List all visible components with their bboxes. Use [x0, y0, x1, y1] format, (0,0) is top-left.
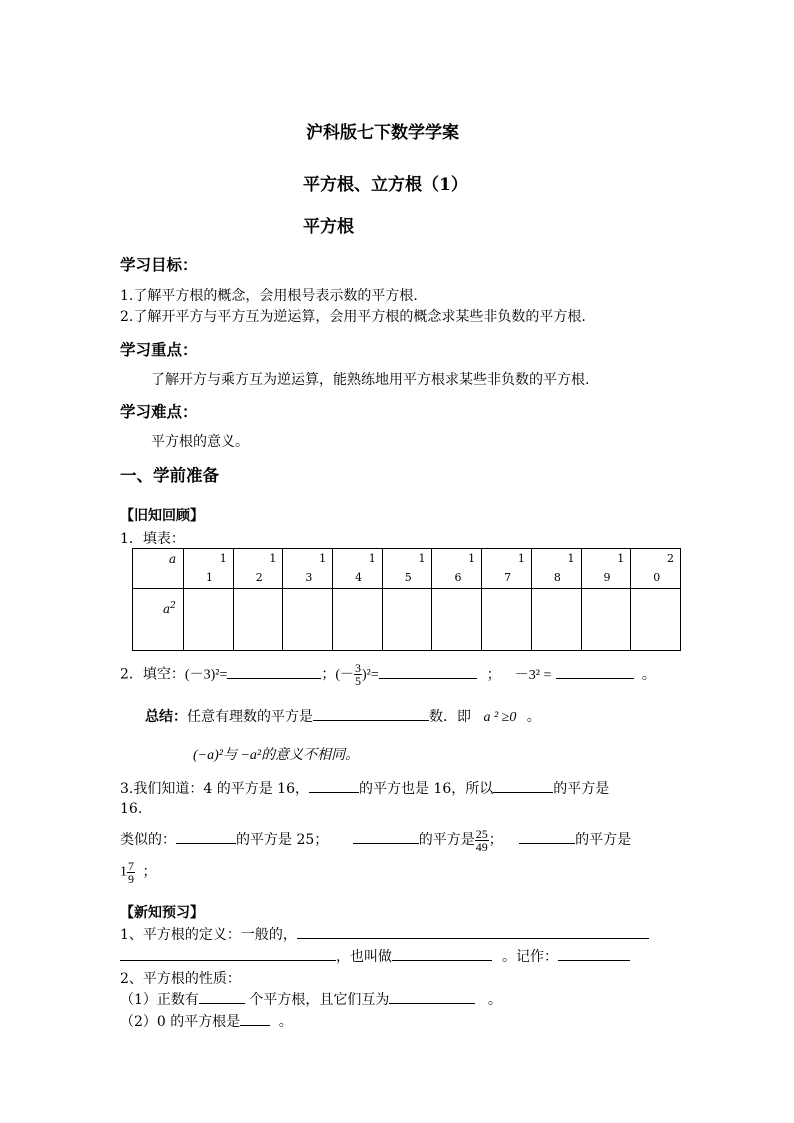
preview-heading: 【新知预习】 — [120, 905, 204, 921]
cell-top-digit: 1 — [418, 552, 426, 565]
separator: ； — [486, 666, 501, 683]
answer-blank[interactable] — [199, 989, 245, 1004]
table-cell — [233, 549, 283, 589]
table-answer-cell[interactable] — [482, 589, 532, 651]
cell-top-digit: 2 — [667, 552, 674, 565]
q3-text: 的平方也是 16，所以 — [358, 781, 494, 797]
period: 。 — [526, 709, 541, 725]
cell-top-digit: 1 — [617, 552, 625, 565]
answer-blank[interactable] — [558, 946, 630, 961]
table-label-a-squared: $a^2$ — [163, 601, 176, 616]
difficulty-heading: 学习难点： — [120, 402, 198, 421]
table-answer-cell[interactable] — [333, 589, 383, 651]
inequality: a ² ≥0 — [483, 710, 517, 725]
table-answer-cell[interactable] — [233, 589, 283, 651]
summary-label: 总结： — [145, 709, 187, 725]
cell-bottom-digit: 3 — [305, 571, 313, 584]
table-label-a: a — [169, 552, 177, 566]
separator: ； — [321, 666, 336, 683]
period: 。 — [641, 666, 656, 683]
definition-line-2 — [120, 946, 630, 966]
separator: ； — [142, 864, 157, 880]
property-2 — [120, 1011, 293, 1031]
answer-blank[interactable] — [493, 778, 553, 793]
section-heading: 一、学前准备 — [120, 466, 219, 485]
table-header-a-squared — [133, 589, 184, 651]
cell-top-digit: 1 — [468, 552, 476, 565]
table-cell — [432, 549, 482, 589]
answer-blank[interactable] — [556, 664, 634, 679]
summary-text: 数．即 — [429, 709, 471, 725]
table-answer-cell[interactable] — [184, 589, 234, 651]
expr-neg-3-squared: －3² = — [514, 667, 552, 683]
period: 。 — [278, 1014, 293, 1030]
cell-top-digit: 1 — [319, 552, 327, 565]
fraction-25-49: $\frac{25}{49}$ — [475, 826, 488, 854]
objectives-heading: 学习目标： — [120, 255, 198, 274]
summary-text: 任意有理数的平方是 — [187, 709, 313, 725]
table-answer-cell[interactable] — [631, 589, 681, 651]
q3-text: 的平方是 25； — [236, 832, 329, 848]
answer-blank[interactable] — [297, 924, 649, 939]
cell-bottom-digit: 9 — [603, 571, 611, 584]
cell-top-digit: 1 — [269, 552, 277, 565]
answer-blank[interactable] — [379, 664, 477, 679]
page-title: 沪科版七下数学学案 — [306, 123, 459, 143]
square-table — [132, 548, 681, 651]
cell-top-digit: 1 — [567, 552, 575, 565]
table-header-a — [133, 549, 184, 589]
page-subtitle: 平方根、立方根（1） — [303, 175, 468, 195]
answer-blank[interactable] — [309, 778, 359, 793]
table-cell — [283, 549, 333, 589]
property-text: （2）0 的平方根是 — [120, 1014, 241, 1030]
mixed-whole: 1 — [120, 864, 127, 880]
q3-text: 的平方是 — [418, 832, 475, 848]
cell-bottom-digit: 0 — [653, 571, 661, 584]
answer-blank[interactable] — [392, 946, 492, 961]
difficulty-text: 平方根的意义。 — [151, 434, 249, 450]
review-heading: 【旧知回顾】 — [120, 508, 204, 524]
property-1 — [120, 989, 502, 1009]
expr-neg3-squared: (－3)²= — [184, 667, 228, 683]
cell-top-digit: 1 — [517, 552, 525, 565]
answer-blank[interactable] — [120, 946, 336, 961]
question-3-line-3 — [120, 826, 631, 854]
definition-text: ，也叫做 — [336, 949, 392, 965]
question-3-line-4 — [120, 860, 157, 885]
lesson-title: 平方根 — [303, 217, 354, 237]
q3-text: 类似的： — [120, 832, 176, 848]
definition-text: 。记作： — [502, 949, 558, 965]
answer-blank[interactable] — [227, 664, 321, 679]
property-text: （1）正数有 — [120, 992, 199, 1008]
question-3-line-2: 16. — [120, 801, 143, 817]
cell-top-digit: 1 — [219, 552, 227, 565]
separator: ； — [488, 832, 503, 848]
table-answer-cell[interactable] — [531, 589, 581, 651]
q3-text: 的平方是 — [575, 832, 632, 848]
key-points-heading: 学习重点： — [120, 340, 198, 359]
table-cell — [382, 549, 432, 589]
summary-note: (−a)²与 −a²的意义不相同。 — [193, 748, 360, 763]
cell-bottom-digit: 8 — [553, 571, 561, 584]
table-answer-cell[interactable] — [581, 589, 631, 651]
cell-bottom-digit: 6 — [454, 571, 462, 584]
summary-line — [145, 706, 541, 726]
cell-bottom-digit: 5 — [404, 571, 412, 584]
answer-blank[interactable] — [519, 829, 575, 844]
cell-bottom-digit: 1 — [206, 571, 213, 584]
property-text: 个平方根，且它们互为 — [249, 992, 390, 1008]
cell-top-digit: 1 — [368, 552, 376, 565]
answer-blank[interactable] — [176, 829, 236, 844]
definition-label: 1、平方根的定义：一般的， — [120, 927, 297, 943]
properties-label: 2、平方根的性质： — [120, 971, 241, 987]
objective-item-1: 1.了解平方根的概念，会用根号表示数的平方根. — [120, 288, 418, 304]
table-answer-cell[interactable] — [283, 589, 333, 651]
q3-text: 的平方是 — [553, 781, 610, 797]
cell-bottom-digit: 4 — [355, 571, 363, 584]
period: 。 — [487, 992, 502, 1008]
table-cell — [581, 549, 631, 589]
question-2 — [120, 662, 656, 687]
key-points-text: 了解开方与乘方互为逆运算，能熟练地用平方根求某些非负数的平方根. — [151, 372, 590, 388]
table-cell — [333, 549, 383, 589]
answer-blank[interactable] — [313, 706, 429, 721]
objective-item-2: 2.了解开平方与平方互为逆运算，会用平方根的概念求某些非负数的平方根. — [120, 309, 586, 325]
table-cell — [482, 549, 532, 589]
answer-blank[interactable] — [353, 829, 419, 844]
answer-blank[interactable] — [240, 1011, 270, 1026]
question-1-label: 1．填表： — [120, 531, 185, 547]
table-answer-cell[interactable] — [432, 589, 482, 651]
cell-bottom-digit: 2 — [255, 571, 263, 584]
mixed-fraction-7-9: $\frac{7}{9}$ — [128, 859, 134, 886]
answer-blank[interactable] — [389, 989, 475, 1004]
table-cell — [631, 549, 681, 589]
question-3-line-1 — [120, 778, 609, 798]
cell-bottom-digit: 7 — [504, 571, 512, 584]
expr-open: (－ — [335, 667, 355, 683]
definition-line-1 — [120, 924, 649, 944]
table-cell — [531, 549, 581, 589]
expr-close: )²= — [362, 667, 379, 683]
q3-text: 3.我们知道：4 的平方是 16， — [120, 781, 309, 797]
fraction-3-5: $\frac{3}{5}$ — [355, 661, 362, 688]
table-answer-cell[interactable] — [382, 589, 432, 651]
question-2-label: 2．填空： — [120, 666, 185, 683]
table-cell — [184, 549, 234, 589]
